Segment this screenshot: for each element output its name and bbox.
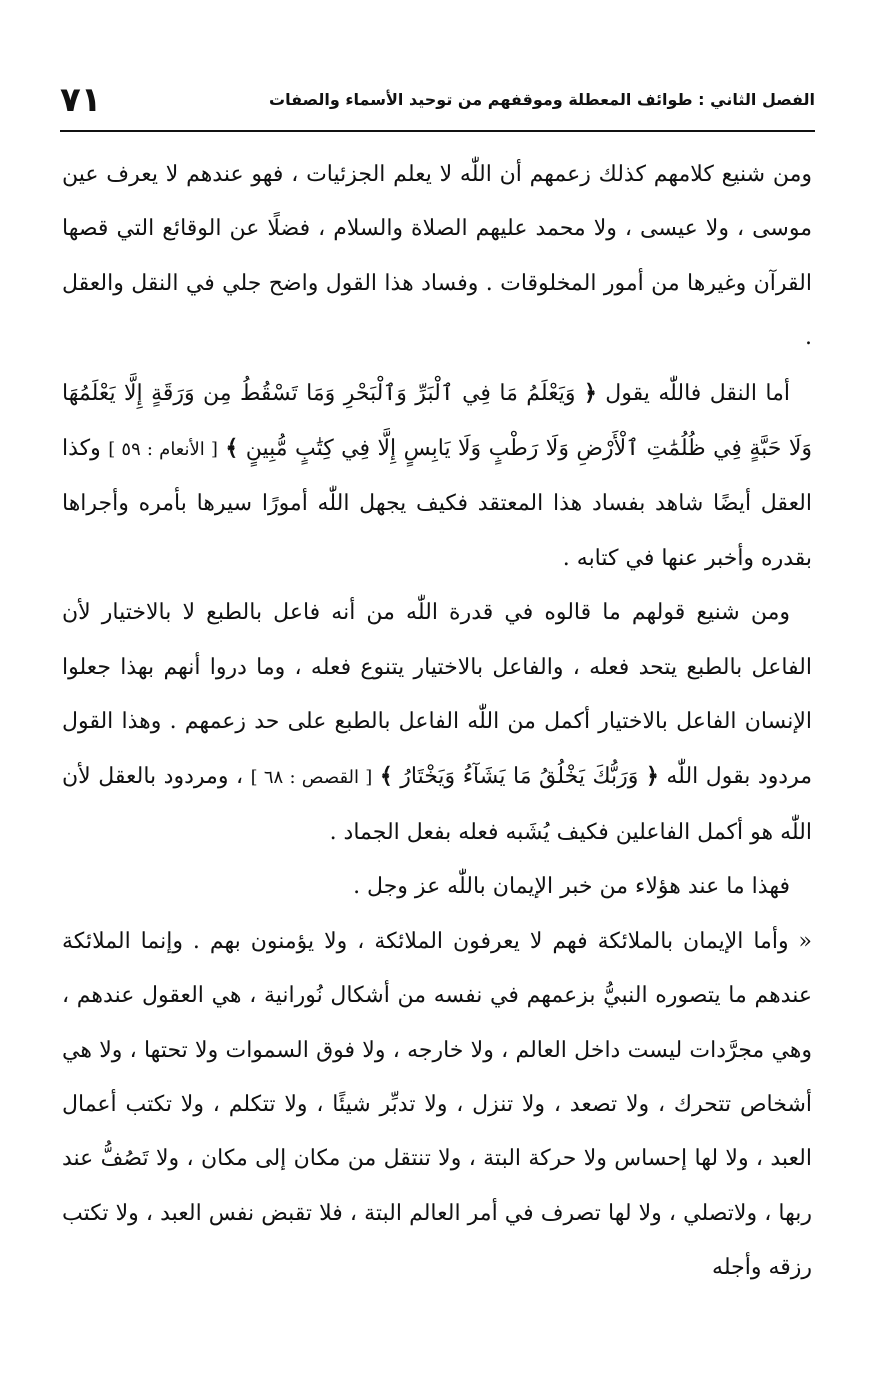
quran-open-bracket: ﴿ (583, 379, 597, 406)
body-text (62, 148, 812, 1296)
paragraph-3 (62, 586, 812, 860)
quran-close-bracket: ﴾ (225, 435, 239, 462)
running-head: الفصل الثاني : طوائف المعطلة وموقفهم من توحيد الأسماء والصفات (268, 90, 815, 109)
page-header (60, 80, 815, 130)
paragraph-2-intro: أما النقل فاللّٰه يقول (605, 380, 790, 406)
paragraph-3-intro: ومن شنيع قولهم ما قالوه في قدرة اللّٰه من أنه فاعل بالطبع لا بالاختيار لأن الفاعل بالطبع يتحد فعله ، والفاعل بالاختيار يتنوع فعله ، وما دروا أنهم بهذا جعلوا الإنسان الفاعل بالاختيار أكمل من اللّٰه الفاعل بالطبع على حد زعمهم . وهذا القول مردود بقول اللّٰه (62, 600, 813, 790)
paragraph-1: ومن شنيع كلامهم كذلك زعمهم أن اللّٰه لا يعلم الجزئيات ، فهو عندهم لا يعرف عين موسى ، ولا عيسى ، ولا محمد عليهم الصلاة والسلام ، فضلًا عن الوقائع التي قصها القرآن وغيرها من أمور المخلوقات . وفساد هذا القول واضح جلي في النقل والعقل . (62, 162, 812, 351)
verse-reference-qasas: [ القصص : ٦٨ ] (250, 767, 373, 789)
page-number: ٧١ (60, 80, 102, 120)
verse-reference-anam: [ الأنعام : ٥٩ ] (108, 439, 218, 461)
paragraph-2-continuation: وكذا العقل أيضًا شاهد بفساد هذا المعتقد فكيف يجهل اللّٰه أمورًا سيرها بأمره وأجراها بقدره وأخبر عنها في كتابه . (62, 436, 812, 571)
paragraph-5: « وأما الإيمان بالملائكة فهم لا يعرفون الملائكة ، ولا يؤمنون بهم . وإنما الملائكة عندهم ما يتصوره النبيُّ بزعمهم في نفسه من أشكال نُورانية ، هي العقول عندهم ، وهي مجرَّدات ليست داخل العالم ، ولا خارجه ، ولا فوق السموات ولا تحتها ، ولا هي أشخاص تتحرك ، ولا تصعد ، ولا تنزل ، ولا تدبِّر شيئًا ، ولا تتكلم ، ولا تكتب أعمال العبد ، ولا لها إحساس ولا حركة البتة ، ولا تنتقل من مكان إلى مكان ، ولا تَصُفُّ عند ربها ، ولاتصلي ، ولا لها تصرف في أمر العالم البتة ، فلا تقبض نفس العبد ، ولا تكتب رزقه وأجله (62, 928, 812, 1281)
paragraph-2 (62, 366, 812, 587)
quran-open-bracket: ﴿ (645, 763, 659, 790)
quran-verse-qasas: وَرَبُّكَ يَخْلُقُ مَا يَشَآءُ وَيَخْتَارُ (400, 764, 639, 790)
paragraph-4: فهذا ما عند هؤلاء من خبر الإيمان باللّٰه عز وجل . (353, 874, 790, 900)
quran-close-bracket: ﴾ (379, 763, 393, 790)
quran-verse-anam: وَيَعْلَمُ مَا فِي ٱلْبَرِّ وَٱلْبَحْرِ وَمَا تَسْقُطُ مِن وَرَقَةٍ إِلَّا يَعْلَمُهَا وَلَا حَبَّةٍ فِي ظُلُمَٰتِ ٱلْأَرْضِ وَلَا رَطْبٍ وَلَا يَابِسٍ إِلَّا فِي كِتَٰبٍ مُّبِينٍ (62, 380, 813, 462)
paragraph-3-continuation: ، ومردود بالعقل لأن اللّٰه هو أكمل الفاعلين فكيف يُشَبه فعله بفعل الجماد . (62, 764, 812, 845)
header-rule (60, 130, 815, 132)
